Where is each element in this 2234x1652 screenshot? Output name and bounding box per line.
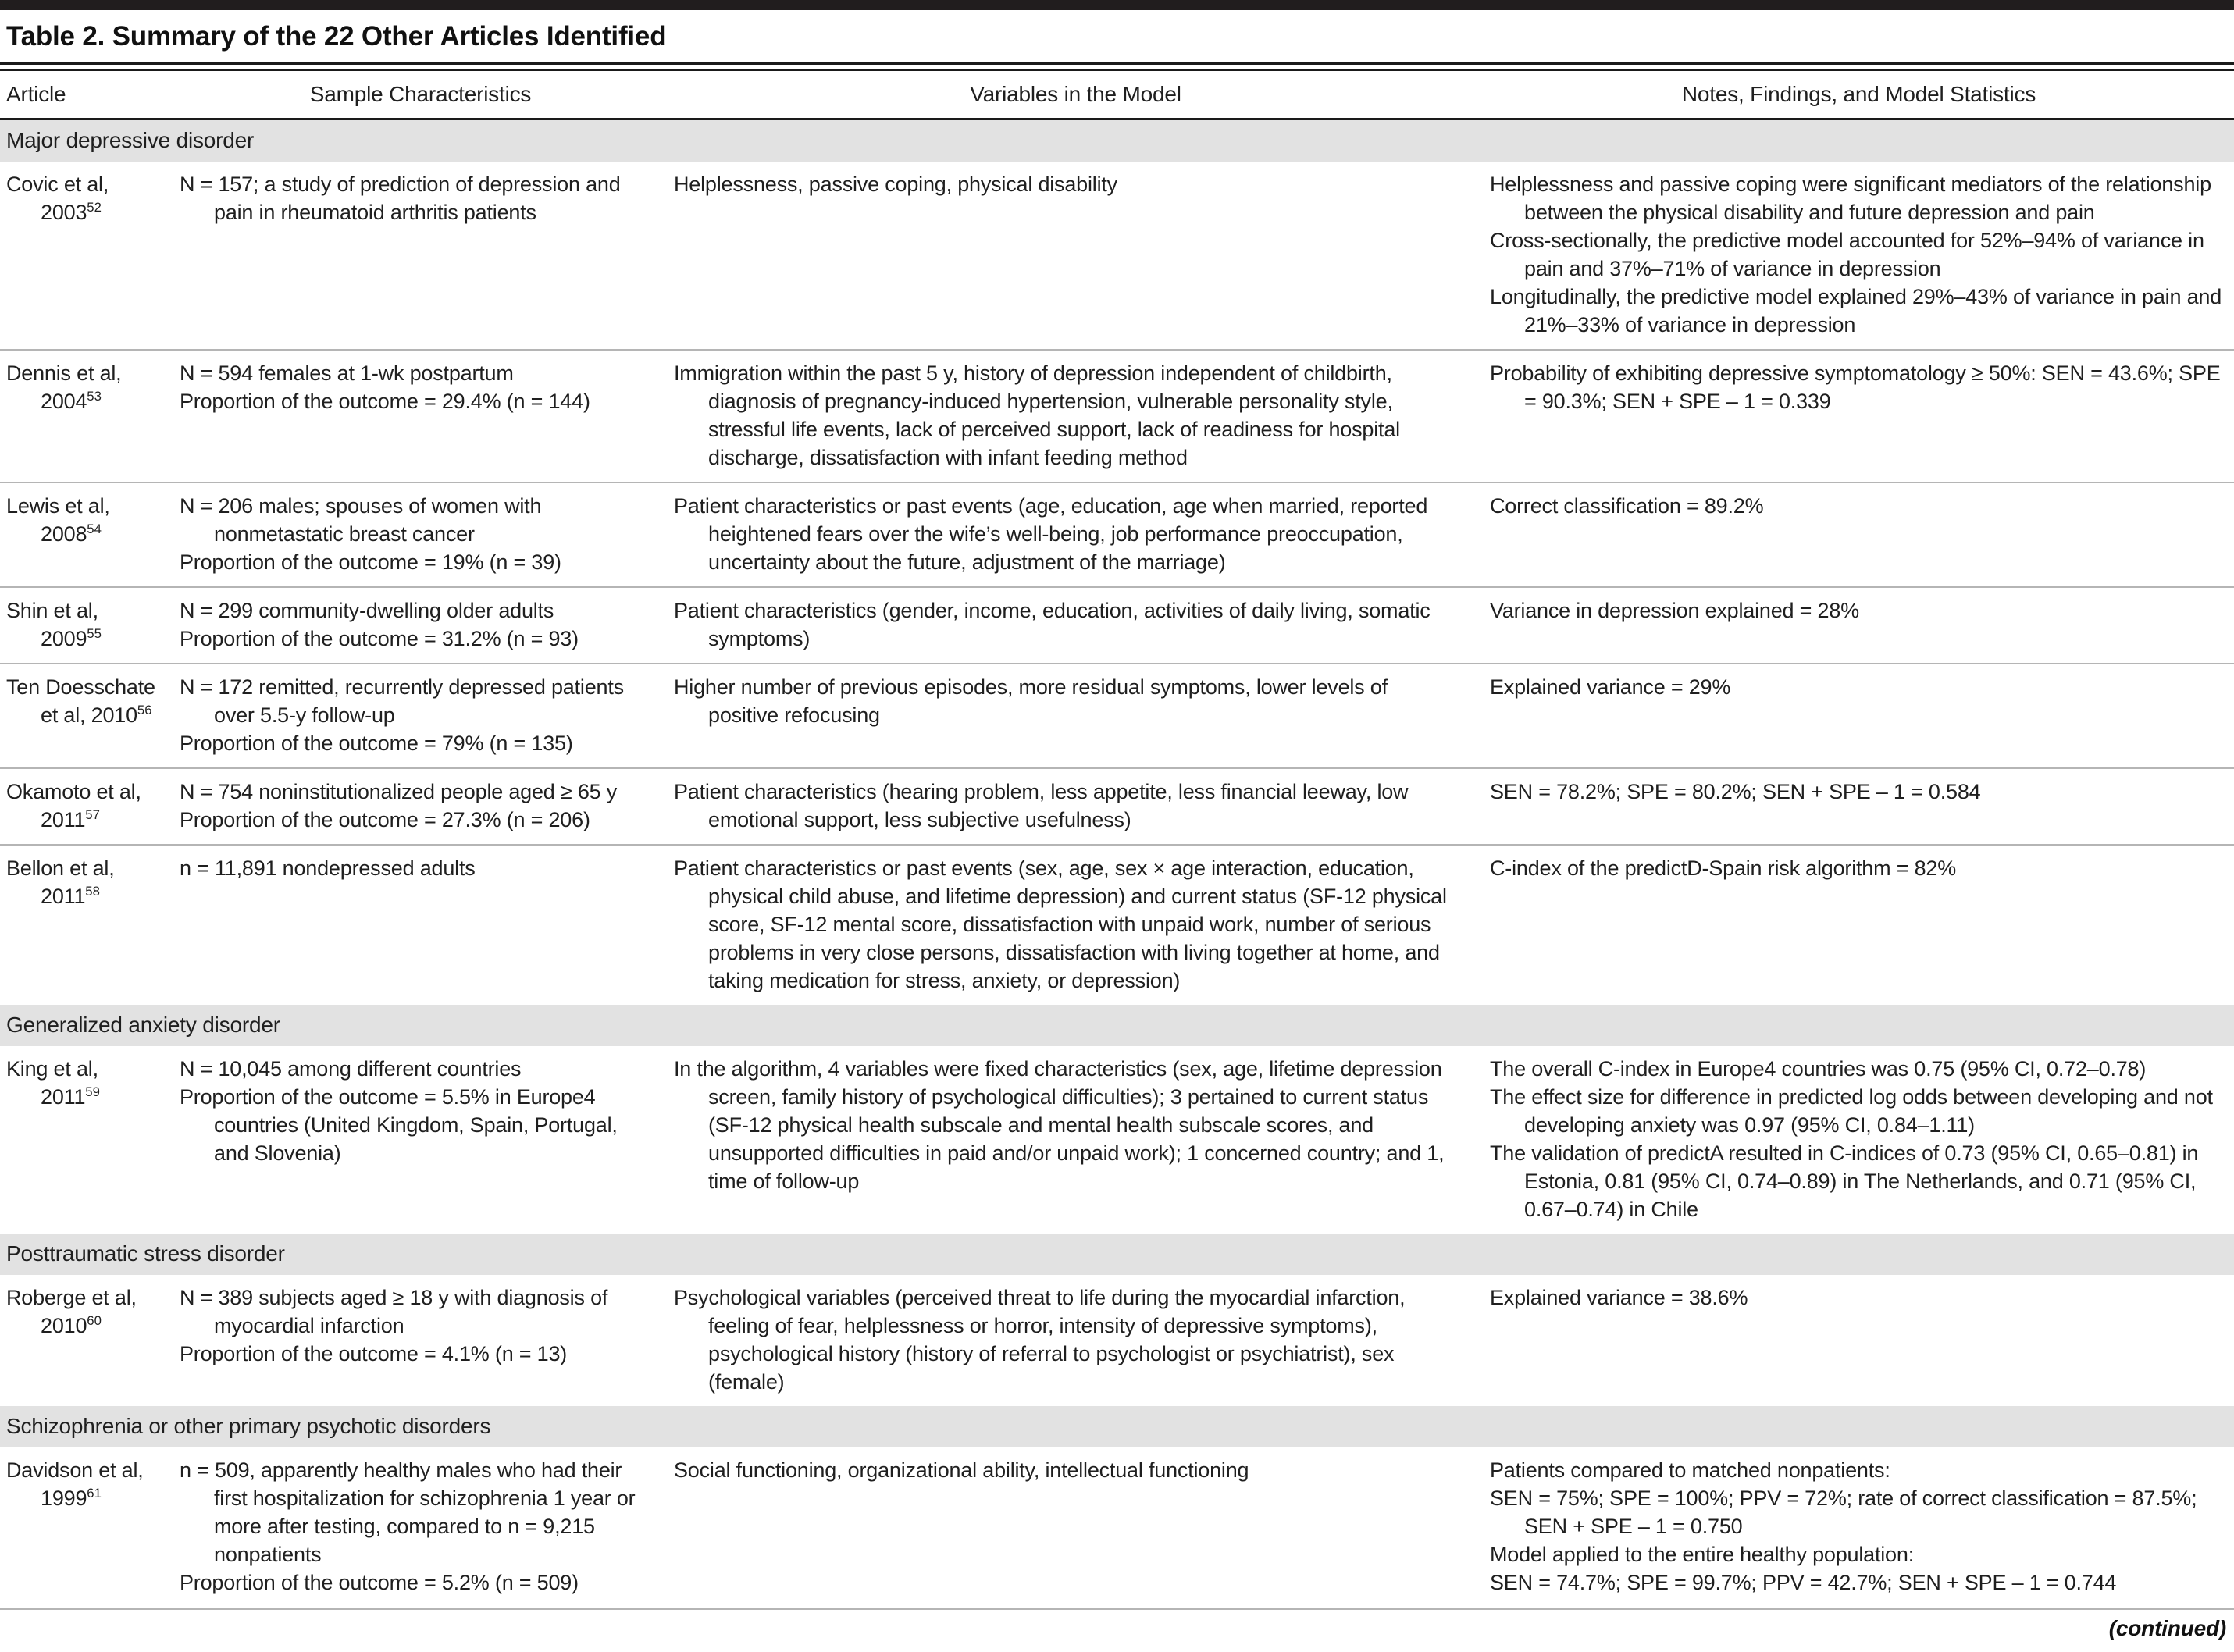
notes-cell — [1484, 350, 2234, 482]
article-citation: Dennis et al, 2004$^{53}$ — [6, 361, 122, 413]
paragraph: Psychological variables (perceived threat to life during the myocardial infarction, feeling of fear, helplessness or horror, intensity of depressive symptoms), psychological history (history of referral to psychologist or psychiatrist), sex (female) — [674, 1286, 1406, 1394]
notes-cell — [1484, 1046, 2234, 1234]
paragraph: Proportion of the outcome = 29.4% (n = 144) — [180, 390, 590, 413]
notes-cell — [1484, 1447, 2234, 1607]
variables-cell — [668, 1447, 1484, 1607]
sample-cell — [173, 1275, 668, 1406]
paragraph: Proportion of the outcome = 19% (n = 39) — [180, 550, 561, 574]
section-header: Posttraumatic stress disorder — [0, 1234, 2234, 1275]
article-citation: Bellon et al, 2011$^{58}$ — [6, 856, 115, 908]
table-title: Table 2. Summary of the 22 Other Articles Identified — [6, 21, 667, 52]
column-header-variables: Variables in the Model — [668, 71, 1484, 119]
variables-cell — [668, 587, 1484, 664]
article-citation: Ten Doesschate et al, 2010$^{56}$ — [6, 675, 155, 727]
paragraph: Patient characteristics (hearing problem, less appetite, less financial leeway, low emotional support, less subjective usefulness) — [674, 780, 1409, 831]
notes-cell — [1484, 664, 2234, 768]
article-cell — [0, 1447, 173, 1607]
paragraph: Proportion of the outcome = 27.3% (n = 206) — [180, 808, 590, 831]
article-citation: Shin et al, 2009$^{55}$ — [6, 599, 102, 650]
paragraph: N = 389 subjects aged ≥ 18 y with diagnosis of myocardial infarction — [180, 1286, 608, 1337]
variables-cell — [668, 1275, 1484, 1406]
article-cell — [0, 162, 173, 350]
paragraph: The effect size for difference in predicted log odds between developing and not developing anxiety was 0.97 (95% CI, 0.84–1.11) — [1490, 1085, 2213, 1137]
article-cell — [0, 768, 173, 845]
paragraph: Probability of exhibiting depressive symptomatology ≥ 50%: SEN = 43.6%; SPE = 90.3%; SEN + SPE – 1 = 0.339 — [1490, 361, 2221, 413]
article-cell — [0, 350, 173, 482]
article-cell — [0, 587, 173, 664]
paragraph: n = 11,891 nondepressed adults — [180, 856, 476, 880]
summary-table — [0, 71, 2234, 1607]
table-row — [0, 1447, 2234, 1607]
paragraph: Patient characteristics or past events (age, education, age when married, reported heightened fears over the wife’s well-being, job performance preoccupation, uncertainty about the future, adjustment of the marriage) — [674, 494, 1428, 574]
section-header: Major depressive disorder — [0, 119, 2234, 162]
paragraph: N = 206 males; spouses of women with nonmetastatic breast cancer — [180, 494, 542, 546]
notes-cell — [1484, 162, 2234, 350]
article-citation: Roberge et al, 2010$^{60}$ — [6, 1286, 137, 1337]
article-citation: Covic et al, 2003$^{52}$ — [6, 173, 109, 224]
sample-cell — [173, 845, 668, 1005]
table-row — [0, 162, 2234, 350]
reference-superscript: 55 — [87, 626, 102, 641]
notes-cell — [1484, 768, 2234, 845]
reference-superscript: 59 — [85, 1084, 100, 1099]
paragraph: Patient characteristics (gender, income, education, activities of daily living, somatic symptoms) — [674, 599, 1431, 650]
paragraph: n = 509, apparently healthy males who had their first hospitalization for schizophrenia 1 year or more after testing, compared to n = 9,215 nonpatients — [180, 1458, 636, 1566]
reference-superscript: 61 — [87, 1486, 102, 1501]
paragraph: Higher number of previous episodes, more residual symptoms, lower levels of positive refocusing — [674, 675, 1388, 727]
sample-cell — [173, 1046, 668, 1234]
sample-cell — [173, 587, 668, 664]
reference-superscript: 54 — [87, 522, 102, 536]
variables-cell — [668, 664, 1484, 768]
paragraph: C-index of the predictD-Spain risk algorithm = 82% — [1490, 856, 1957, 880]
paragraph: N = 172 remitted, recurrently depressed patients over 5.5-y follow-up — [180, 675, 624, 727]
paragraph: The validation of predictA resulted in C-indices of 0.73 (95% CI, 0.65–0.81) in Estonia, 0.81 (95% CI, 0.74–0.89) in The Netherlands, and 0.71 (95% CI, 0.67–0.74) in Chile — [1490, 1141, 2199, 1221]
table-row — [0, 1275, 2234, 1406]
paragraph: N = 754 noninstitutionalized people aged ≥ 65 y — [180, 780, 618, 803]
paragraph: Correct classification = 89.2% — [1490, 494, 1764, 518]
notes-cell — [1484, 1275, 2234, 1406]
variables-cell — [668, 1046, 1484, 1234]
variables-cell — [668, 768, 1484, 845]
reference-superscript: 53 — [87, 389, 102, 404]
table-row — [0, 664, 2234, 768]
paragraph: Proportion of the outcome = 5.5% in Europe4 countries (United Kingdom, Spain, Portugal, and Slovenia) — [180, 1085, 618, 1165]
column-header-article: Article — [0, 71, 173, 119]
reference-superscript: 60 — [87, 1313, 102, 1328]
paragraph: Model applied to the entire healthy population: — [1490, 1543, 1914, 1566]
table-body — [0, 119, 2234, 1607]
paragraph: N = 594 females at 1-wk postpartum — [180, 361, 514, 385]
variables-cell — [668, 162, 1484, 350]
section-header-row — [0, 119, 2234, 162]
paragraph: Proportion of the outcome = 31.2% (n = 93) — [180, 627, 579, 650]
article-citation: Okamoto et al, 2011$^{57}$ — [6, 780, 141, 831]
notes-cell — [1484, 845, 2234, 1005]
paragraph: Proportion of the outcome = 4.1% (n = 13) — [180, 1342, 568, 1365]
paragraph: N = 157; a study of prediction of depression and pain in rheumatoid arthritis patients — [180, 173, 621, 224]
paragraph: Patients compared to matched nonpatients: — [1490, 1458, 1890, 1482]
section-header: Schizophrenia or other primary psychotic disorders — [0, 1406, 2234, 1447]
reference-superscript: 52 — [87, 200, 102, 215]
sample-cell — [173, 1447, 668, 1607]
paragraph: SEN = 78.2%; SPE = 80.2%; SEN + SPE – 1 = 0.584 — [1490, 780, 1981, 803]
reference-superscript: 57 — [85, 807, 100, 822]
continued-label: (continued) — [2108, 1616, 2226, 1640]
paragraph: In the algorithm, 4 variables were fixed characteristics (sex, age, lifetime depression screen, family history of psychological difficulties); 3 pertained to current status (SF-12 physical health subscale and mental health subscale scores, and unsupported difficulties in paid and/or unpaid work); 1 concerned country; and 1, time of follow-up — [674, 1057, 1445, 1193]
variables-cell — [668, 845, 1484, 1005]
column-header-sample: Sample Characteristics — [173, 71, 668, 119]
table-row — [0, 350, 2234, 482]
article-cell — [0, 482, 173, 587]
paragraph: Cross-sectionally, the predictive model accounted for 52%–94% of variance in pain and 37%–71% of variance in depression — [1490, 229, 2204, 280]
section-header: Generalized anxiety disorder — [0, 1005, 2234, 1046]
paragraph: Helplessness and passive coping were significant mediators of the relationship between the physical disability and future depression and pain — [1490, 173, 2211, 224]
table-row — [0, 587, 2234, 664]
article-citation: Davidson et al, 1999$^{61}$ — [6, 1458, 144, 1510]
paragraph: Social functioning, organizational ability, intellectual functioning — [674, 1458, 1249, 1482]
reference-superscript: 56 — [137, 703, 152, 717]
paragraph: Explained variance = 29% — [1490, 675, 1731, 699]
paragraph: Proportion of the outcome = 5.2% (n = 509) — [180, 1571, 579, 1594]
table-row — [0, 768, 2234, 845]
table-header — [0, 71, 2234, 119]
variables-cell — [668, 350, 1484, 482]
article-citation: King et al, 2011$^{59}$ — [6, 1057, 100, 1109]
section-header-row — [0, 1005, 2234, 1046]
article-citation: Lewis et al, 2008$^{54}$ — [6, 494, 110, 546]
section-header-row — [0, 1234, 2234, 1275]
paragraph: Longitudinally, the predictive model explained 29%–43% of variance in pain and 21%–33% of variance in depression — [1490, 285, 2222, 336]
paragraph: The overall C-index in Europe4 countries was 0.75 (95% CI, 0.72–0.78) — [1490, 1057, 2147, 1081]
notes-cell — [1484, 587, 2234, 664]
paragraph: SEN = 75%; SPE = 100%; PPV = 72%; rate of correct classification = 87.5%; SEN + SPE – 1 = 0.750 — [1490, 1486, 2197, 1538]
article-cell — [0, 845, 173, 1005]
sample-cell — [173, 162, 668, 350]
section-header-row — [0, 1406, 2234, 1447]
column-header-row — [0, 71, 2234, 119]
paragraph: Patient characteristics or past events (sex, age, sex × age interaction, education, physical child abuse, and lifetime depression) and current status (SF-12 physical score, SF-12 mental score, dissatisfaction with unpaid work, number of serious problems in very close persons, dissatisfaction with living together at home, and taking medication for stress, anxiety, or depression) — [674, 856, 1447, 992]
notes-cell — [1484, 482, 2234, 587]
paragraph: SEN = 74.7%; SPE = 99.7%; PPV = 42.7%; SEN + SPE – 1 = 0.744 — [1490, 1571, 2117, 1594]
article-cell — [0, 664, 173, 768]
page-top-rule — [0, 0, 2234, 10]
sample-cell — [173, 350, 668, 482]
table-row — [0, 1046, 2234, 1234]
column-header-notes: Notes, Findings, and Model Statistics — [1484, 71, 2234, 119]
article-cell — [0, 1046, 173, 1234]
paragraph: Variance in depression explained = 28% — [1490, 599, 1859, 622]
variables-cell — [668, 482, 1484, 587]
sample-cell — [173, 664, 668, 768]
sample-cell — [173, 768, 668, 845]
paragraph: N = 299 community-dwelling older adults — [180, 599, 554, 622]
paragraph: Proportion of the outcome = 79% (n = 135) — [180, 732, 573, 755]
paragraph: Immigration within the past 5 y, history of depression independent of childbirth, diagnosis of pregnancy-induced hypertension, vulnerable personality style, stressful life events, lack of perceived support, lack of readiness for hospital discharge, dissatisfaction with infant feeding method — [674, 361, 1400, 469]
table-row — [0, 482, 2234, 587]
reference-superscript: 58 — [85, 884, 100, 899]
paragraph: Explained variance = 38.6% — [1490, 1286, 1748, 1309]
article-cell — [0, 1275, 173, 1406]
paragraph: N = 10,045 among different countries — [180, 1057, 522, 1081]
paragraph: Helplessness, passive coping, physical disability — [674, 173, 1117, 196]
sample-cell — [173, 482, 668, 587]
table-row — [0, 845, 2234, 1005]
